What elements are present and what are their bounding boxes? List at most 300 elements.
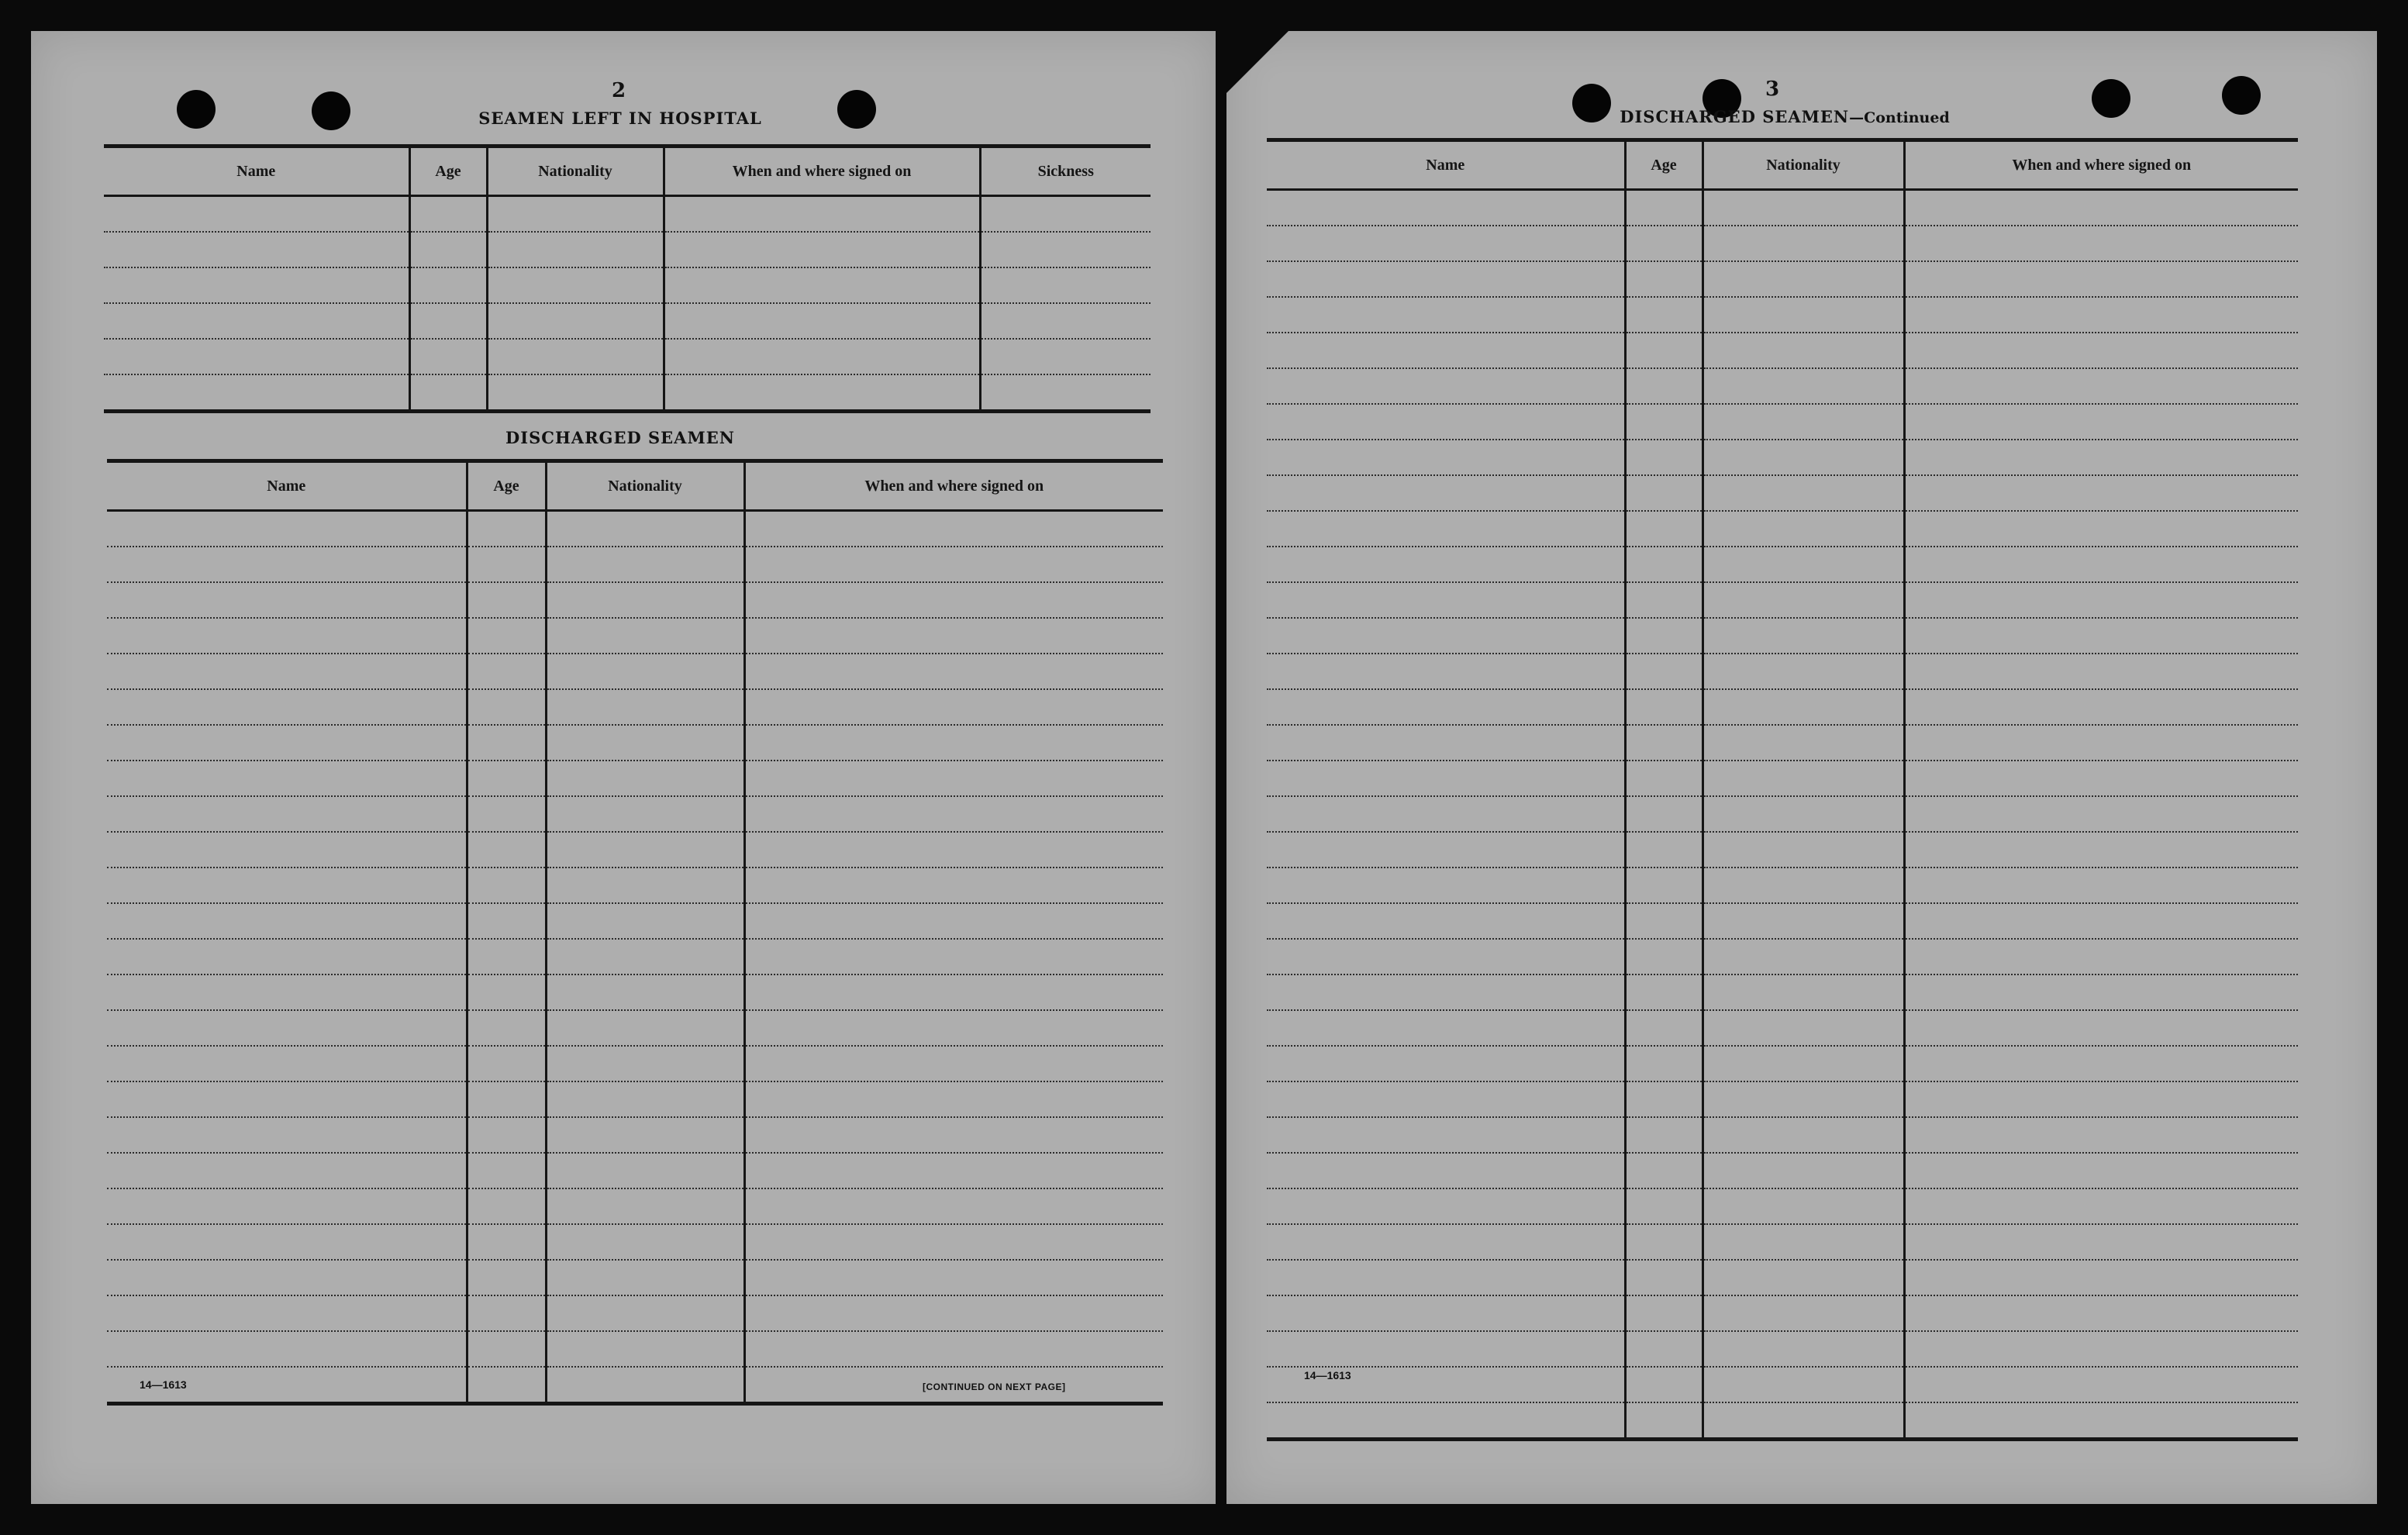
blank-cell [546, 1188, 744, 1224]
blank-cell [1703, 761, 1904, 796]
blank-cell [546, 1331, 744, 1367]
blank-cell [1625, 333, 1703, 368]
blank-cell [546, 868, 744, 903]
blank-cell [744, 1081, 1163, 1117]
page-number: 2 [611, 79, 626, 102]
blank-cell [107, 1188, 467, 1224]
table-row [107, 582, 1163, 618]
continued-note: [CONTINUED ON NEXT PAGE] [923, 1382, 1066, 1392]
blank-cell [664, 374, 980, 412]
blank-cell [467, 689, 546, 725]
table-row [1267, 761, 2298, 796]
blank-cell [1625, 761, 1703, 796]
folded-corner [1226, 31, 1289, 93]
blank-cell [487, 232, 664, 267]
table-row [1267, 1153, 2298, 1188]
blank-cell [467, 1331, 546, 1367]
blank-cell [467, 654, 546, 689]
blank-cell [1625, 1010, 1703, 1046]
blank-cell [546, 1367, 744, 1404]
blank-cell [1703, 832, 1904, 868]
column-header: Name [1267, 140, 1625, 190]
blank-cell [1703, 796, 1904, 832]
table-row [1267, 1367, 2298, 1402]
blank-cell [1267, 511, 1625, 547]
blank-cell [107, 1224, 467, 1260]
blank-cell [1904, 1153, 2298, 1188]
blank-cell [467, 796, 546, 832]
blank-cell [744, 511, 1163, 547]
blank-cell [744, 939, 1163, 974]
blank-cell [980, 374, 1151, 412]
table-row [1267, 1331, 2298, 1367]
table-row [107, 761, 1163, 796]
blank-cell [1904, 1081, 2298, 1117]
column-header: Age [1625, 140, 1703, 190]
table-row [1267, 475, 2298, 511]
table-row [107, 1081, 1163, 1117]
blank-cell [744, 1117, 1163, 1153]
blank-cell [1625, 547, 1703, 582]
blank-cell [1625, 1402, 1703, 1440]
blank-cell [744, 547, 1163, 582]
table-row [1267, 1224, 2298, 1260]
blank-cell [744, 1224, 1163, 1260]
blank-cell [1625, 1295, 1703, 1331]
blank-cell [467, 1153, 546, 1188]
blank-cell [1904, 333, 2298, 368]
blank-cell [1625, 1260, 1703, 1295]
blank-cell [1625, 725, 1703, 761]
blank-cell [1703, 333, 1904, 368]
blank-cell [467, 1046, 546, 1081]
blank-cell [546, 725, 744, 761]
blank-cell [467, 725, 546, 761]
blank-cell [1625, 1081, 1703, 1117]
table-row [1267, 333, 2298, 368]
blank-cell [1904, 654, 2298, 689]
blank-cell [107, 939, 467, 974]
blank-cell [1267, 725, 1625, 761]
blank-cell [664, 196, 980, 233]
blank-cell [1904, 1260, 2298, 1295]
table-row [104, 232, 1151, 267]
blank-cell [1267, 796, 1625, 832]
blank-cell [744, 832, 1163, 868]
blank-cell [1625, 618, 1703, 654]
blank-cell [664, 267, 980, 303]
table-row [107, 868, 1163, 903]
table-row [1267, 689, 2298, 725]
blank-cell [744, 1295, 1163, 1331]
blank-cell [487, 339, 664, 374]
blank-cell [1703, 1046, 1904, 1081]
blank-cell [744, 725, 1163, 761]
blank-cell [107, 1046, 467, 1081]
blank-cell [1267, 618, 1625, 654]
blank-cell [664, 339, 980, 374]
table-row [1267, 440, 2298, 475]
blank-cell [744, 689, 1163, 725]
table-row [1267, 903, 2298, 939]
column-header: Age [409, 147, 487, 196]
punch-hole [177, 90, 216, 129]
table-row [1267, 1188, 2298, 1224]
blank-cell [107, 1295, 467, 1331]
section-title-text: DISCHARGED SEAMEN [1620, 107, 1850, 126]
blank-cell [1267, 832, 1625, 868]
table-row [1267, 511, 2298, 547]
blank-cell [467, 903, 546, 939]
blank-cell [546, 1260, 744, 1295]
blank-cell [744, 1188, 1163, 1224]
blank-cell [1267, 1081, 1625, 1117]
table-row [1267, 226, 2298, 261]
blank-cell [1267, 903, 1625, 939]
blank-cell [1703, 440, 1904, 475]
blank-cell [107, 689, 467, 725]
table-row [1267, 796, 2298, 832]
blank-cell [546, 1153, 744, 1188]
table-row [107, 939, 1163, 974]
table-row [1267, 868, 2298, 903]
blank-cell [744, 903, 1163, 939]
blank-cell [1703, 1010, 1904, 1046]
blank-cell [1904, 1117, 2298, 1153]
blank-cell [1625, 868, 1703, 903]
hospital-section-title: SEAMEN LEFT IN HOSPITAL [478, 109, 762, 128]
table-row [1267, 582, 2298, 618]
blank-cell [1267, 1295, 1625, 1331]
blank-cell [107, 1081, 467, 1117]
blank-cell [1703, 1295, 1904, 1331]
blank-cell [1625, 1046, 1703, 1081]
blank-cell [546, 547, 744, 582]
table-row [1267, 832, 2298, 868]
table-row [107, 1224, 1163, 1260]
blank-cell [107, 1331, 467, 1367]
table-row [107, 1117, 1163, 1153]
blank-cell [1904, 1295, 2298, 1331]
table-row [107, 796, 1163, 832]
blank-cell [1904, 582, 2298, 618]
blank-cell [1267, 939, 1625, 974]
table-row [107, 1010, 1163, 1046]
blank-cell [1904, 547, 2298, 582]
table-row [107, 903, 1163, 939]
blank-cell [744, 1153, 1163, 1188]
blank-cell [1904, 1046, 2298, 1081]
blank-cell [1703, 511, 1904, 547]
blank-cell [1267, 226, 1625, 261]
blank-cell [107, 796, 467, 832]
blank-cell [1703, 1224, 1904, 1260]
blank-cell [487, 374, 664, 412]
blank-cell [467, 1081, 546, 1117]
blank-cell [546, 1224, 744, 1260]
blank-cell [1703, 939, 1904, 974]
blank-cell [1625, 404, 1703, 440]
blank-cell [467, 761, 546, 796]
blank-cell [1267, 440, 1625, 475]
blank-cell [664, 303, 980, 339]
blank-cell [1625, 903, 1703, 939]
blank-cell [1703, 868, 1904, 903]
blank-cell [1267, 974, 1625, 1010]
table-row [1267, 368, 2298, 404]
table-row [1267, 1117, 2298, 1153]
blank-cell [107, 832, 467, 868]
blank-cell [1625, 1117, 1703, 1153]
blank-cell [1904, 261, 2298, 297]
blank-cell [467, 1224, 546, 1260]
blank-cell [1904, 868, 2298, 903]
blank-cell [546, 618, 744, 654]
blank-cell [1625, 1367, 1703, 1402]
discharged-section-title: DISCHARGED SEAMEN [505, 428, 735, 447]
blank-cell [487, 303, 664, 339]
blank-cell [1267, 1010, 1625, 1046]
blank-cell [546, 1081, 744, 1117]
blank-cell [104, 267, 409, 303]
table-row [1267, 939, 2298, 974]
table-row [107, 1295, 1163, 1331]
table-row [107, 1260, 1163, 1295]
blank-cell [1625, 297, 1703, 333]
table-row [107, 618, 1163, 654]
blank-cell [1703, 368, 1904, 404]
blank-cell [546, 1295, 744, 1331]
blank-cell [1625, 796, 1703, 832]
blank-cell [546, 796, 744, 832]
blank-cell [1703, 1367, 1904, 1402]
blank-cell [104, 196, 409, 233]
blank-cell [664, 232, 980, 267]
blank-cell [1267, 475, 1625, 511]
blank-cell [744, 1010, 1163, 1046]
blank-cell [107, 582, 467, 618]
blank-cell [744, 796, 1163, 832]
blank-cell [546, 903, 744, 939]
blank-cell [1703, 1188, 1904, 1224]
table-row [1267, 654, 2298, 689]
blank-cell [744, 1260, 1163, 1295]
blank-cell [409, 303, 487, 339]
blank-cell [467, 582, 546, 618]
blank-cell [1267, 1046, 1625, 1081]
blank-cell [546, 1117, 744, 1153]
table-row [104, 303, 1151, 339]
blank-cell [107, 974, 467, 1010]
discharged-continued-table [1267, 138, 2298, 1441]
table-row [107, 832, 1163, 868]
blank-cell [546, 1046, 744, 1081]
blank-cell [980, 339, 1151, 374]
blank-cell [1904, 974, 2298, 1010]
table-row [107, 689, 1163, 725]
blank-cell [1625, 974, 1703, 1010]
blank-cell [744, 654, 1163, 689]
blank-cell [1904, 1331, 2298, 1367]
blank-cell [744, 1331, 1163, 1367]
blank-cell [1703, 261, 1904, 297]
table-row [107, 511, 1163, 547]
discharged-table [107, 459, 1163, 1406]
blank-cell [1904, 1010, 2298, 1046]
blank-cell [1267, 689, 1625, 725]
blank-cell [104, 303, 409, 339]
table-row [1267, 1295, 2298, 1331]
blank-cell [1904, 618, 2298, 654]
blank-cell [1625, 511, 1703, 547]
blank-cell [1703, 547, 1904, 582]
blank-cell [1904, 404, 2298, 440]
table-row [107, 1153, 1163, 1188]
blank-cell [467, 1367, 546, 1404]
punch-hole [2092, 79, 2130, 118]
table-row [1267, 404, 2298, 440]
blank-cell [107, 868, 467, 903]
blank-cell [1703, 1402, 1904, 1440]
table-row [1267, 1046, 2298, 1081]
blank-cell [1267, 404, 1625, 440]
blank-cell [1267, 582, 1625, 618]
form-number: 14—1613 [140, 1378, 187, 1391]
blank-cell [980, 303, 1151, 339]
blank-cell [1703, 1260, 1904, 1295]
blank-cell [107, 654, 467, 689]
blank-cell [744, 1046, 1163, 1081]
blank-cell [1625, 440, 1703, 475]
blank-cell [1703, 654, 1904, 689]
column-header: Name [107, 461, 467, 511]
blank-cell [980, 267, 1151, 303]
section-title-suffix: —Continued [1849, 109, 1950, 126]
blank-cell [1267, 654, 1625, 689]
blank-cell [107, 761, 467, 796]
blank-cell [1904, 1224, 2298, 1260]
column-header: Sickness [980, 147, 1151, 196]
blank-cell [1904, 939, 2298, 974]
blank-cell [1625, 1153, 1703, 1188]
blank-cell [1267, 1224, 1625, 1260]
punch-hole [2222, 76, 2261, 115]
blank-cell [1703, 974, 1904, 1010]
blank-cell [744, 761, 1163, 796]
blank-cell [1267, 190, 1625, 226]
table-row [1267, 1260, 2298, 1295]
blank-cell [1625, 832, 1703, 868]
blank-cell [1625, 261, 1703, 297]
blank-cell [1904, 475, 2298, 511]
blank-cell [744, 868, 1163, 903]
blank-cell [107, 511, 467, 547]
blank-cell [546, 974, 744, 1010]
column-header: When and where signed on [1904, 140, 2298, 190]
blank-cell [107, 903, 467, 939]
blank-cell [1904, 1188, 2298, 1224]
table-row [1267, 547, 2298, 582]
blank-cell [1904, 725, 2298, 761]
blank-cell [1703, 226, 1904, 261]
blank-cell [409, 196, 487, 233]
blank-cell [546, 582, 744, 618]
table-row [1267, 190, 2298, 226]
column-header: When and where signed on [664, 147, 980, 196]
blank-cell [546, 511, 744, 547]
blank-cell [1904, 297, 2298, 333]
blank-cell [1703, 297, 1904, 333]
blank-cell [744, 582, 1163, 618]
blank-cell [1703, 582, 1904, 618]
blank-cell [1625, 368, 1703, 404]
table-row [1267, 1402, 2298, 1440]
blank-cell [1267, 261, 1625, 297]
blank-cell [467, 974, 546, 1010]
blank-cell [1904, 440, 2298, 475]
blank-cell [1267, 1153, 1625, 1188]
blank-cell [1625, 689, 1703, 725]
blank-cell [1625, 939, 1703, 974]
blank-cell [1703, 689, 1904, 725]
table-row [1267, 974, 2298, 1010]
blank-cell [1703, 903, 1904, 939]
blank-cell [1267, 333, 1625, 368]
blank-cell [980, 232, 1151, 267]
blank-cell [467, 547, 546, 582]
table-row [107, 654, 1163, 689]
table-row [107, 1331, 1163, 1367]
table-row [104, 196, 1151, 233]
blank-cell [1267, 297, 1625, 333]
table-row [107, 974, 1163, 1010]
blank-cell [744, 618, 1163, 654]
column-header: Name [104, 147, 409, 196]
blank-cell [1904, 1367, 2298, 1402]
blank-cell [1904, 511, 2298, 547]
blank-cell [1904, 761, 2298, 796]
table-row [107, 725, 1163, 761]
blank-cell [1703, 404, 1904, 440]
blank-cell [1703, 1081, 1904, 1117]
blank-cell [1267, 547, 1625, 582]
blank-cell [1267, 1402, 1625, 1440]
blank-cell [1625, 1224, 1703, 1260]
blank-cell [1267, 1188, 1625, 1224]
table-row [104, 267, 1151, 303]
blank-cell [467, 511, 546, 547]
table-row [1267, 1081, 2298, 1117]
blank-cell [1267, 761, 1625, 796]
blank-cell [1904, 903, 2298, 939]
blank-cell [1267, 368, 1625, 404]
blank-cell [467, 832, 546, 868]
blank-cell [546, 939, 744, 974]
blank-cell [1703, 618, 1904, 654]
blank-cell [1904, 832, 2298, 868]
blank-cell [1904, 1402, 2298, 1440]
blank-cell [1625, 654, 1703, 689]
blank-cell [467, 618, 546, 654]
column-header: When and where signed on [744, 461, 1163, 511]
blank-cell [1703, 190, 1904, 226]
blank-cell [107, 725, 467, 761]
blank-cell [1625, 1188, 1703, 1224]
table-row [1267, 1010, 2298, 1046]
blank-cell [467, 1188, 546, 1224]
blank-cell [980, 196, 1151, 233]
blank-cell [409, 267, 487, 303]
